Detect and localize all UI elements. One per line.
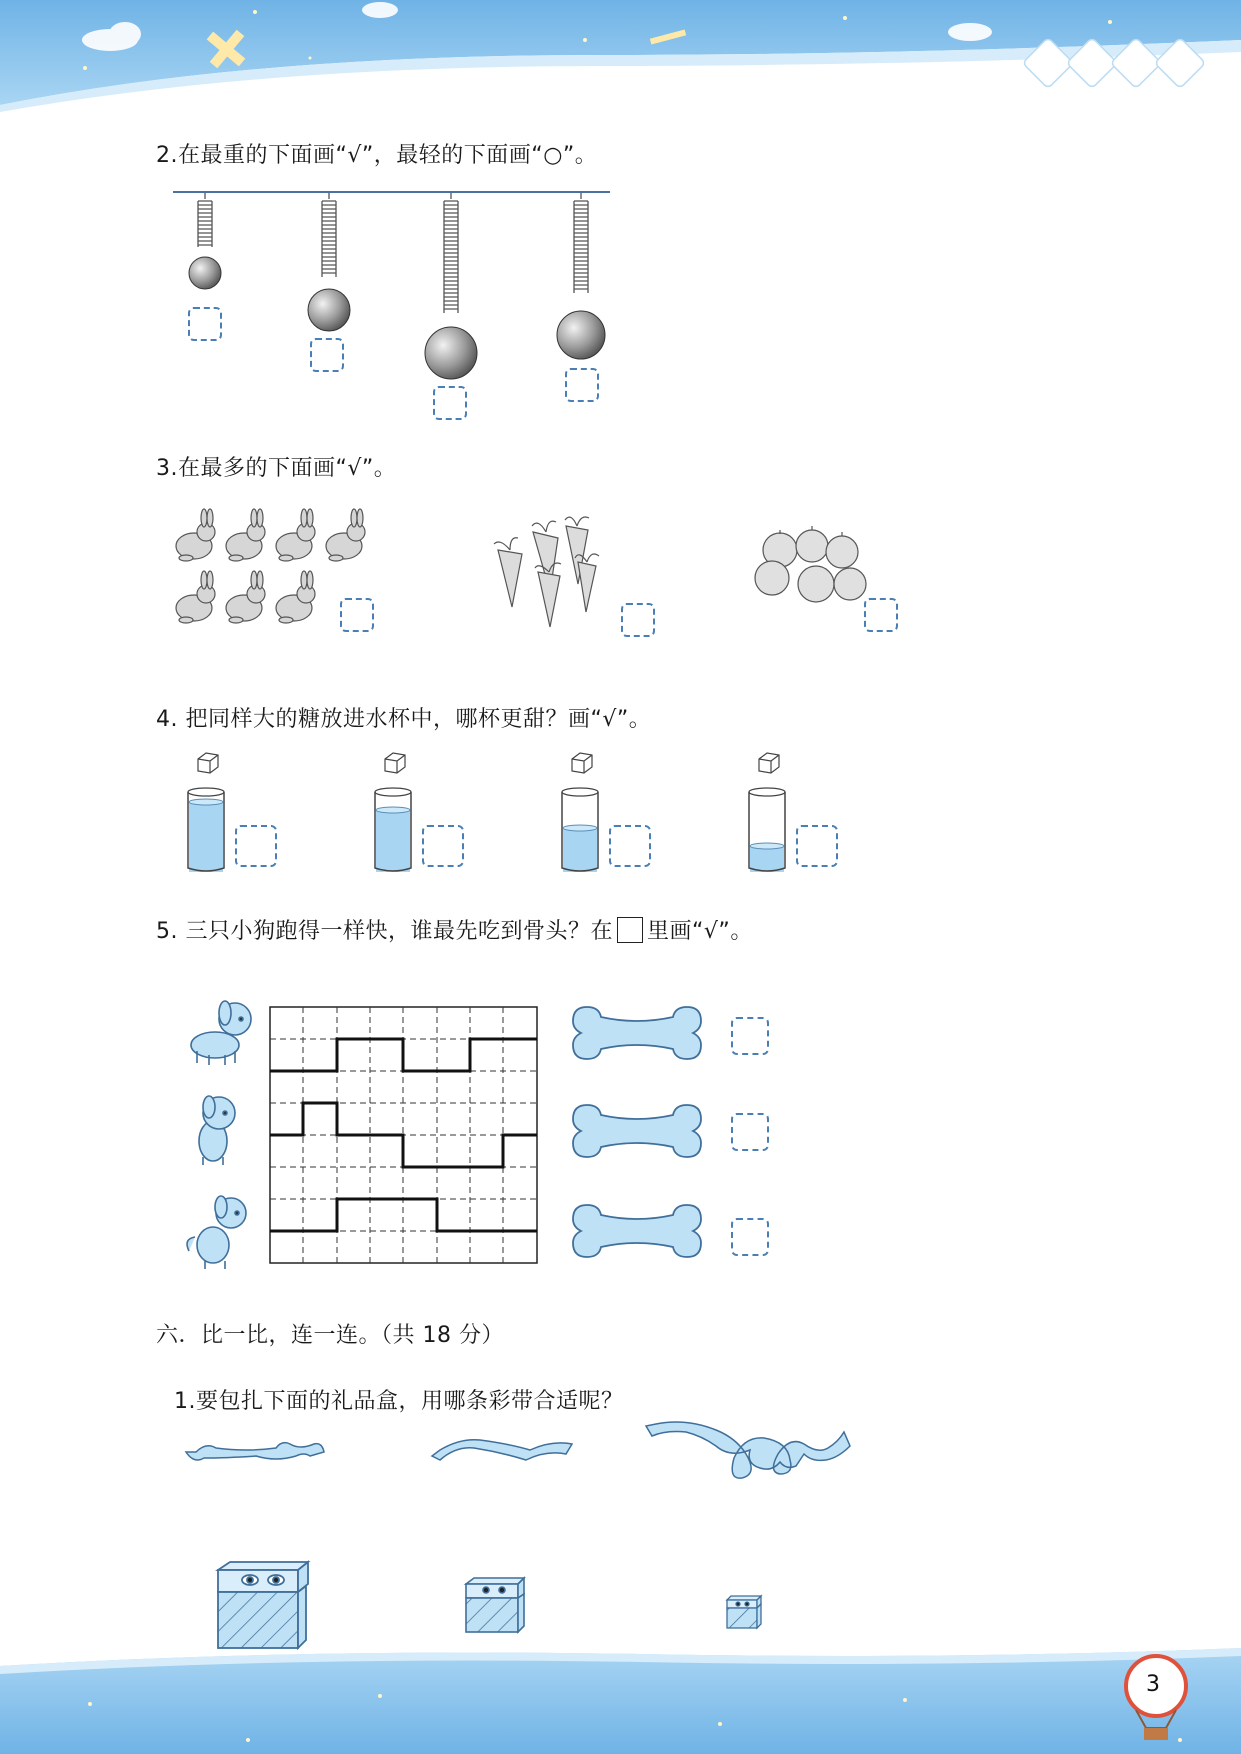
answer-box-q2-4[interactable]: [565, 368, 599, 402]
water-cups-figure: [180, 750, 860, 870]
answer-box-q3-rabbits[interactable]: [340, 598, 374, 632]
inline-box-icon: [617, 917, 643, 943]
section-6-heading: 六．比一比，连一连。（共 18 分）: [156, 1323, 504, 1348]
ribbon-long: [646, 1422, 850, 1478]
answer-box-q3-apples[interactable]: [864, 598, 898, 632]
dog-icons: [187, 1001, 251, 1269]
question-3-text: 3.在最多的下面画“√”。: [156, 456, 397, 481]
question-5-text: [156, 914, 753, 945]
answer-box-q4-4[interactable]: [796, 825, 838, 867]
gift-box-medium: [466, 1578, 524, 1632]
weight-ball-1: [189, 257, 221, 289]
gift-box-small: [727, 1596, 761, 1628]
weight-ball-3: [425, 327, 477, 379]
ribbons-figure: [190, 1410, 870, 1500]
cup-3: [562, 753, 598, 872]
answer-box-q5-3[interactable]: [731, 1218, 769, 1256]
answer-box-q5-2[interactable]: [731, 1113, 769, 1151]
apples-group: [750, 528, 880, 618]
section-6-question-1-text: 1.要包扎下面的礼品盒，用哪条彩带合适呢？: [174, 1389, 624, 1414]
page-number: 3: [1146, 1672, 1160, 1697]
answer-box-q5-1[interactable]: [731, 1017, 769, 1055]
cup-1: [188, 753, 224, 914]
dog-maze-figure: [175, 995, 795, 1275]
header-banner: [0, 0, 1241, 120]
ribbon-short: [186, 1443, 324, 1460]
answer-box-q4-3[interactable]: [609, 825, 651, 867]
gift-box-large: [218, 1562, 308, 1648]
question-2-text: 2.在最重的下面画“√”，最轻的下面画“○”。: [156, 143, 598, 168]
answer-box-q3-carrots[interactable]: [621, 603, 655, 637]
answer-box-q2-2[interactable]: [310, 338, 344, 372]
answer-box-q2-1[interactable]: [188, 307, 222, 341]
bone-icons: [573, 1007, 701, 1257]
question-5-text-a: 5. 三只小狗跑得一样快，谁最先吃到骨头？在: [156, 919, 613, 944]
answer-box-q4-2[interactable]: [422, 825, 464, 867]
carrots-group: [478, 512, 618, 632]
cup-2: [375, 753, 411, 872]
question-4-text: 4. 把同样大的糖放进水杯中，哪杯更甜？画“√”。: [156, 707, 652, 732]
spring-1: [198, 193, 212, 247]
question-5-text-b: 里画“√”。: [647, 919, 753, 944]
answer-box-q4-1[interactable]: [235, 825, 277, 867]
answer-box-q2-3[interactable]: [433, 386, 467, 420]
ribbon-medium: [432, 1440, 572, 1460]
cup-4: [749, 753, 785, 872]
footer-banner: [0, 1644, 1241, 1754]
spring-scales-figure: [170, 185, 630, 445]
weight-ball-4: [557, 311, 605, 359]
weight-ball-2: [308, 289, 350, 331]
